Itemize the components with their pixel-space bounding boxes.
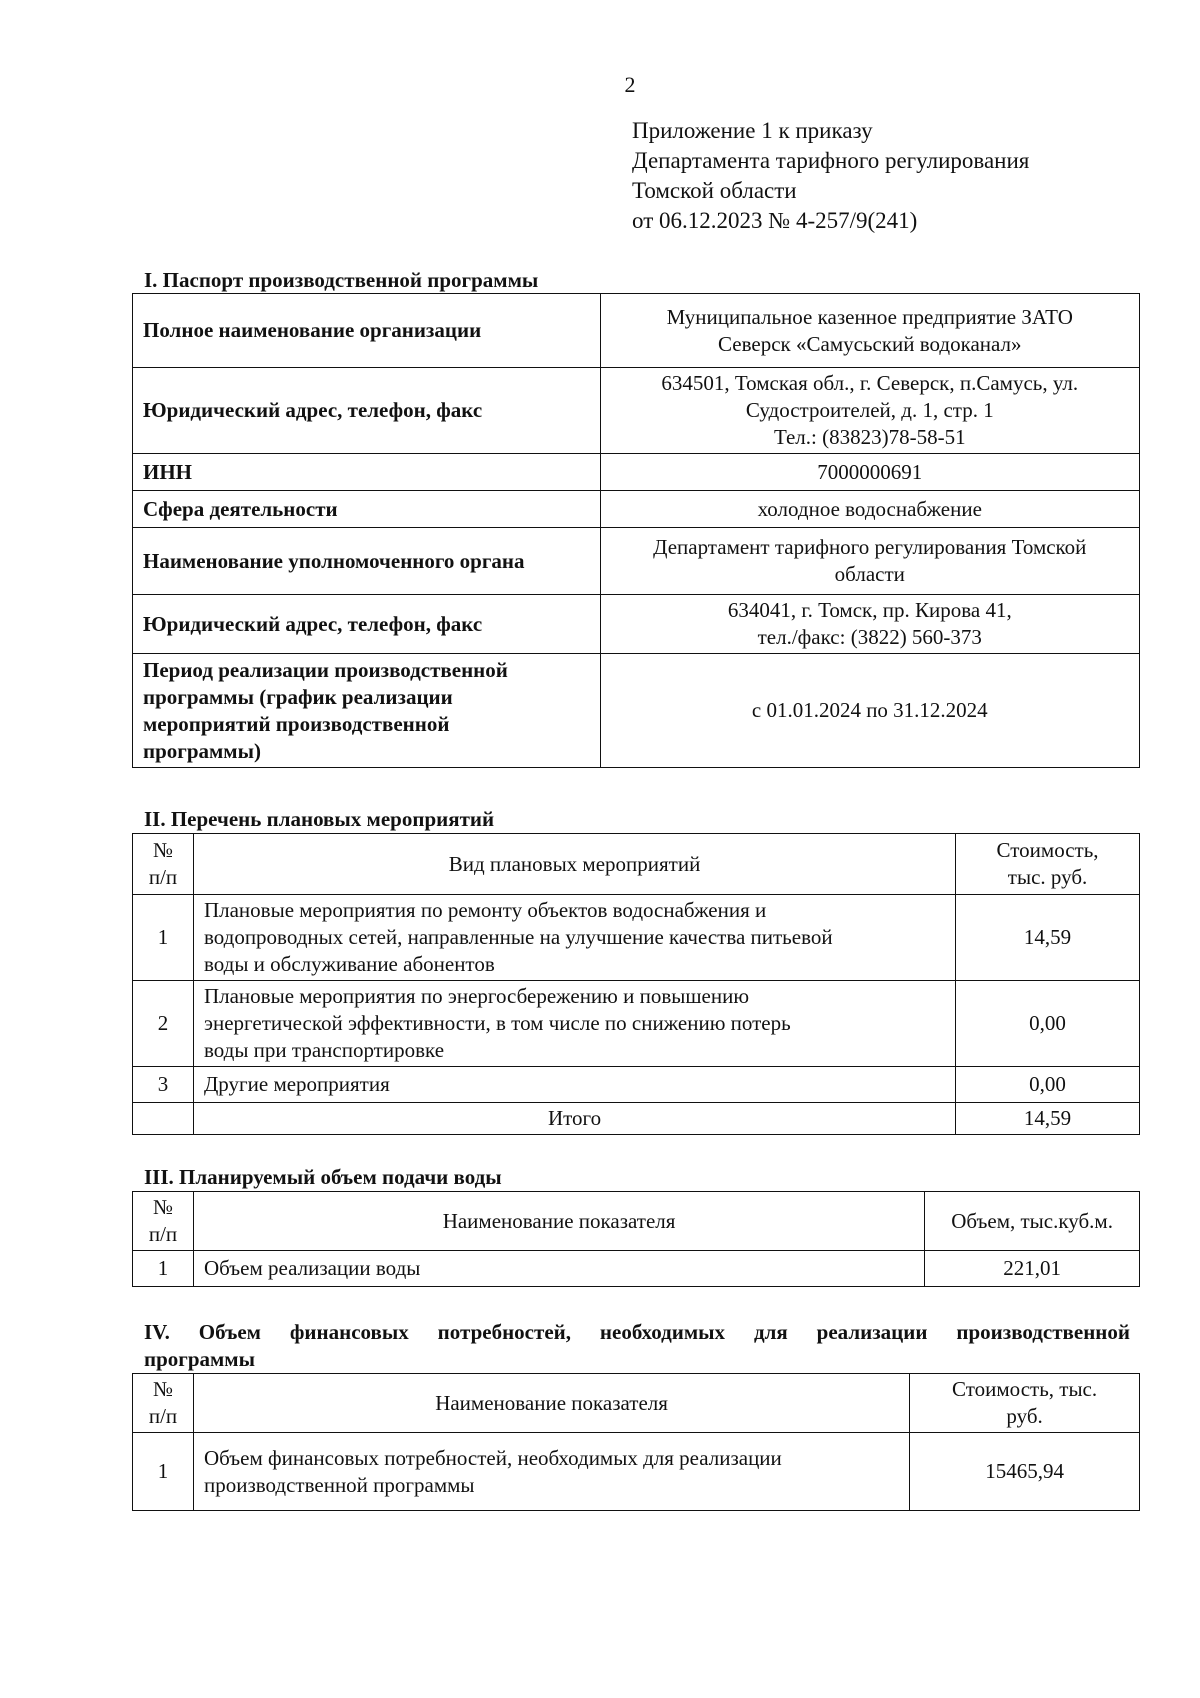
- row-value: 634041, г. Томск, пр. Кирова 41, тел./факс: (3822) 560-373: [600, 595, 1139, 654]
- row-num: 1: [133, 895, 194, 981]
- total-row: [133, 1103, 1140, 1135]
- row-label: Юридический адрес, телефон, факс: [133, 595, 601, 654]
- row-name: Плановые мероприятия по энергосбережению и повышению энергетической эффективности, в том числе по снижению потерь воды при транспортировке: [193, 981, 955, 1067]
- header-name: Наименование показателя: [193, 1374, 909, 1433]
- section2-title: II. Перечень плановых мероприятий: [144, 807, 495, 831]
- table-header-row: [133, 1374, 1140, 1433]
- header-value: Объем, тыс.куб.м.: [925, 1192, 1140, 1251]
- appendix-line: Томской области: [632, 178, 797, 203]
- row-name: Объем финансовых потребностей, необходимых для реализации производственной программы: [193, 1433, 909, 1511]
- section4-title-line2: программы: [144, 1347, 255, 1371]
- row-num: 2: [133, 981, 194, 1067]
- row-value: Муниципальное казенное предприятие ЗАТО Северск «Самусьский водоканал»: [600, 294, 1139, 368]
- row-label: Период реализации производственной программы (график реализации мероприятий производственной программы): [133, 654, 601, 768]
- table-row: [133, 294, 1140, 368]
- row-label: Юридический адрес, телефон, факс: [133, 368, 601, 454]
- appendix-line: Департамента тарифного регулирования: [632, 148, 1030, 173]
- section4-title-line1: IV. Объем финансовых потребностей, необходимых для реализации производственной: [144, 1320, 1130, 1344]
- row-name: Объем реализации воды: [193, 1251, 924, 1287]
- row-cost: 0,00: [956, 981, 1140, 1067]
- row-cost: 0,00: [956, 1067, 1140, 1103]
- appendix-line: от 06.12.2023 № 4-257/9(241): [632, 208, 918, 233]
- table-header-row: [133, 834, 1140, 895]
- section1-title: I. Паспорт производственной программы: [144, 268, 539, 292]
- table-row: [133, 1251, 1140, 1287]
- row-label: Полное наименование организации: [133, 294, 601, 368]
- row-value: холодное водоснабжение: [600, 491, 1139, 528]
- row-value: 7000000691: [600, 454, 1139, 491]
- table-row: [133, 1433, 1140, 1511]
- header-num: № п/п: [133, 1192, 194, 1251]
- section3-title: III. Планируемый объем подачи воды: [144, 1165, 502, 1189]
- financial-needs-table: [132, 1373, 1140, 1511]
- row-name: Другие мероприятия: [193, 1067, 955, 1103]
- row-cost: 15465,94: [910, 1433, 1140, 1511]
- table-row: [133, 1067, 1140, 1103]
- row-value: Департамент тарифного регулирования Томской области: [600, 528, 1139, 595]
- header-cost: Стоимость, тыс. руб.: [910, 1374, 1140, 1433]
- table-row: [133, 895, 1140, 981]
- table-row: [133, 595, 1140, 654]
- total-label: Итого: [193, 1103, 955, 1135]
- water-volume-table: [132, 1191, 1140, 1287]
- table-row: [133, 491, 1140, 528]
- row-value: 221,01: [925, 1251, 1140, 1287]
- appendix-line: Приложение 1 к приказу: [632, 118, 873, 143]
- table-row: [133, 654, 1140, 768]
- page-number: 2: [624, 72, 636, 97]
- header-cost: Стоимость, тыс. руб.: [956, 834, 1140, 895]
- row-num: 3: [133, 1067, 194, 1103]
- appendix-block: [632, 116, 1029, 236]
- header-num: № п/п: [133, 834, 194, 895]
- row-num: 1: [133, 1251, 194, 1287]
- row-num: 1: [133, 1433, 194, 1511]
- row-cost: 14,59: [956, 895, 1140, 981]
- header-num: № п/п: [133, 1374, 194, 1433]
- row-label: Сфера деятельности: [133, 491, 601, 528]
- passport-table: [132, 293, 1140, 768]
- table-row: [133, 981, 1140, 1067]
- measures-table: [132, 833, 1140, 1135]
- header-name: Наименование показателя: [193, 1192, 924, 1251]
- table-row: [133, 454, 1140, 491]
- total-empty-cell: [133, 1103, 194, 1135]
- table-header-row: [133, 1192, 1140, 1251]
- total-cost: 14,59: [956, 1103, 1140, 1135]
- row-label: Наименование уполномоченного органа: [133, 528, 601, 595]
- row-name: Плановые мероприятия по ремонту объектов водоснабжения и водопроводных сетей, направленные на улучшение качества питьевой воды и обслуживание абонентов: [193, 895, 955, 981]
- row-value: с 01.01.2024 по 31.12.2024: [600, 654, 1139, 768]
- row-label: ИНН: [133, 454, 601, 491]
- header-name: Вид плановых мероприятий: [193, 834, 955, 895]
- table-row: [133, 528, 1140, 595]
- table-row: [133, 368, 1140, 454]
- row-value: 634501, Томская обл., г. Северск, п.Самусь, ул. Судостроителей, д. 1, стр. 1 Тел.: (83823)78-58-51: [600, 368, 1139, 454]
